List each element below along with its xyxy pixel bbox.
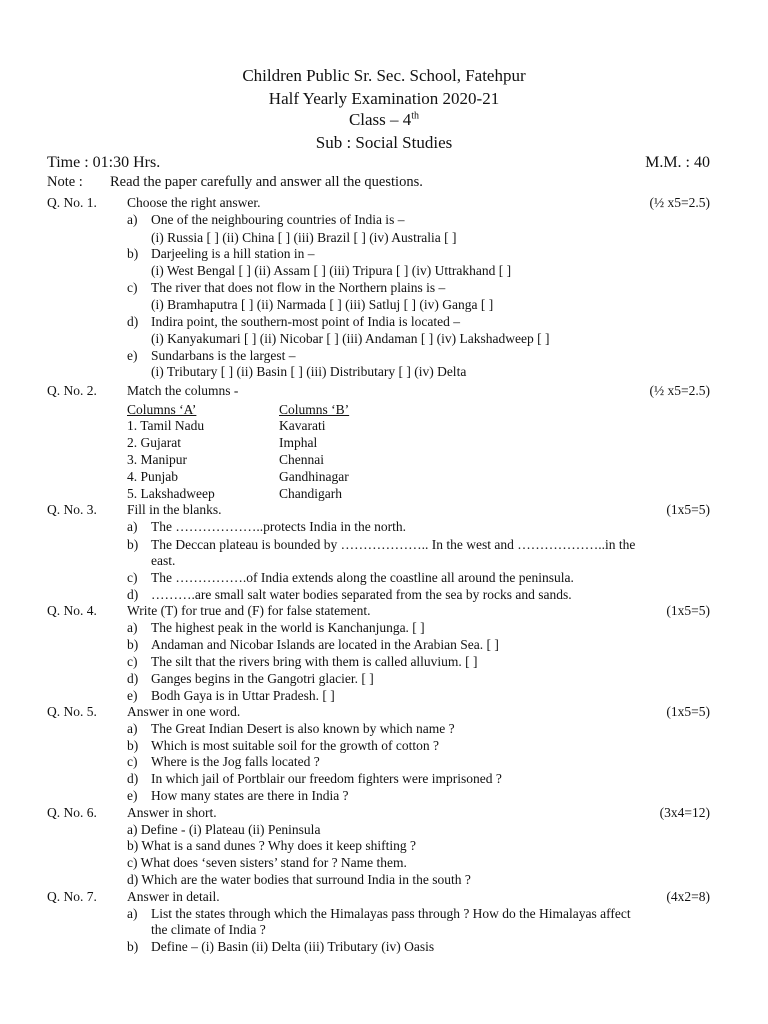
column-a-item: 4. Punjab: [127, 469, 179, 484]
q1c-question: The river that does not flow in the Northern plains is –: [151, 280, 446, 295]
q5-number: Q. No. 5.: [47, 704, 97, 719]
q5a-letter: a): [127, 721, 138, 736]
q7-marks: (4x2=8): [666, 889, 710, 904]
column-a-item: 1. Tamil Nadu: [127, 418, 205, 433]
q1d-letter: d): [127, 314, 139, 329]
q3-text: Fill in the blanks.: [127, 502, 222, 517]
q1a-question: One of the neighbouring countries of India is –: [151, 212, 405, 227]
q3b-letter: b): [127, 537, 139, 552]
q4-marks: (1x5=5): [666, 603, 710, 618]
q3b-continued: east.: [151, 553, 176, 568]
q6d-question: d) Which are the water bodies that surround India in the south ?: [127, 872, 471, 887]
q3d-letter: d): [127, 587, 139, 602]
q4b-statement: Andaman and Nicobar Islands are located in the Arabian Sea. [ ]: [151, 637, 499, 652]
q7a-continued: the climate of India ?: [151, 922, 266, 937]
q4a-letter: a): [127, 620, 138, 635]
q7a-letter: a): [127, 906, 138, 921]
q5d-letter: d): [127, 771, 139, 786]
q2-text: Match the columns -: [127, 383, 239, 398]
q1a-letter: a): [127, 212, 138, 227]
q5b-letter: b): [127, 738, 139, 753]
q6-number: Q. No. 6.: [47, 805, 97, 820]
q6-text: Answer in short.: [127, 805, 217, 820]
q4d-statement: Ganges begins in the Gangotri glacier. [ ]: [151, 671, 374, 686]
q3c-question: The …………….of India extends along the coastline all around the peninsula.: [151, 570, 574, 585]
q4a-statement: The highest peak in the world is Kanchanjunga. [ ]: [151, 620, 425, 635]
q4e-letter: e): [127, 688, 138, 703]
q5e-question: How many states are there in India ?: [151, 788, 349, 803]
q1c-letter: c): [127, 280, 138, 295]
max-marks: M.M. : 40: [645, 154, 710, 171]
column-b-item: Chennai: [279, 452, 324, 467]
q7-number: Q. No. 7.: [47, 889, 97, 904]
column-a-heading: Columns ‘A’: [127, 402, 197, 417]
q1a-options: (i) Russia [ ] (ii) China [ ] (iii) Brazil [ ] (iv) Australia [ ]: [151, 230, 457, 245]
q3a-letter: a): [127, 519, 138, 534]
q1-number: Q. No. 1.: [47, 195, 97, 210]
q4b-letter: b): [127, 637, 139, 652]
q1e-letter: e): [127, 348, 138, 363]
class-suffix: th: [411, 110, 420, 122]
q3d-question: ……….are small salt water bodies separated from the sea by rocks and sands.: [151, 587, 572, 602]
q3-marks: (1x5=5): [666, 502, 710, 517]
column-a-item: 5. Lakshadweep: [127, 486, 215, 501]
column-b-item: Chandigarh: [279, 486, 342, 501]
column-b-item: Kavarati: [279, 418, 326, 433]
column-a-item: 2. Gujarat: [127, 435, 181, 450]
column-b-heading: Columns ‘B’: [279, 402, 350, 417]
column-b-item: Imphal: [279, 435, 318, 450]
q4d-letter: d): [127, 671, 139, 686]
q4c-statement: The silt that the rivers bring with them is called alluvium. [ ]: [151, 654, 478, 669]
q1e-options: (i) Tributary [ ] (ii) Basin [ ] (iii) Distributary [ ] (iv) Delta: [151, 364, 467, 379]
q7-text: Answer in detail.: [127, 889, 220, 904]
q4c-letter: c): [127, 654, 138, 669]
note-text: Read the paper carefully and answer all the questions.: [110, 174, 423, 190]
q6-marks: (3x4=12): [659, 805, 710, 820]
q1-marks: (½ x5=2.5): [649, 195, 710, 210]
school-name: Children Public Sr. Sec. School, Fatehpur: [242, 66, 526, 85]
q4-text: Write (T) for true and (F) for false statement.: [127, 603, 371, 618]
q5a-question: The Great Indian Desert is also known by which name ?: [151, 721, 455, 736]
q5-text: Answer in one word.: [127, 704, 241, 719]
exam-title: Half Yearly Examination 2020-21: [268, 89, 500, 108]
q1b-options: (i) West Bengal [ ] (ii) Assam [ ] (iii) Tripura [ ] (iv) Uttrakhand [ ]: [151, 263, 512, 278]
q3a-question: The ………………..protects India in the north.: [151, 519, 406, 534]
q2-number: Q. No. 2.: [47, 383, 97, 398]
q1-text: Choose the right answer.: [127, 195, 261, 210]
class-title: [0, 110, 768, 130]
class-label: Class – 4: [348, 110, 412, 129]
time-label: Time : 01:30 Hrs.: [47, 154, 161, 171]
q6a-question: a) Define - (i) Plateau (ii) Peninsula: [127, 822, 321, 837]
q1d-question: Indira point, the southern-most point of India is located –: [151, 314, 460, 329]
column-a-item: 3. Manipur: [127, 452, 187, 467]
q7b-letter: b): [127, 939, 139, 954]
subject-title: Sub : Social Studies: [315, 133, 453, 152]
q1b-letter: b): [127, 246, 139, 261]
q2-marks: (½ x5=2.5): [649, 383, 710, 398]
q3b-question: The Deccan plateau is bounded by ……………….. In the west and ………………..in the: [151, 537, 636, 552]
q1b-question: Darjeeling is a hill station in –: [151, 246, 315, 261]
q1d-options: (i) Kanyakumari [ ] (ii) Nicobar [ ] (iii) Andaman [ ] (iv) Lakshadweep [ ]: [151, 331, 550, 346]
q5c-question: Where is the Jog falls located ?: [151, 754, 320, 769]
q3c-letter: c): [127, 570, 138, 585]
q5b-question: Which is most suitable soil for the growth of cotton ?: [151, 738, 439, 753]
q5e-letter: e): [127, 788, 138, 803]
q5c-letter: c): [127, 754, 138, 769]
q1c-options: (i) Bramhaputra [ ] (ii) Narmada [ ] (iii) Satluj [ ] (iv) Ganga [ ]: [151, 297, 494, 312]
q1e-question: Sundarbans is the largest –: [151, 348, 296, 363]
q7b-question: Define – (i) Basin (ii) Delta (iii) Tributary (iv) Oasis: [151, 939, 435, 954]
q4e-statement: Bodh Gaya is in Uttar Pradesh. [ ]: [151, 688, 335, 703]
q5d-question: In which jail of Portblair our freedom fighters were imprisoned ?: [151, 771, 502, 786]
column-b-item: Gandhinagar: [279, 469, 349, 484]
q4-number: Q. No. 4.: [47, 603, 97, 618]
q6b-question: b) What is a sand dunes ? Why does it keep shifting ?: [127, 838, 416, 853]
note-label: Note :: [47, 174, 83, 190]
q3-number: Q. No. 3.: [47, 502, 97, 517]
q5-marks: (1x5=5): [666, 704, 710, 719]
q7a-question: List the states through which the Himalayas pass through ? How do the Himalayas affect: [151, 906, 631, 921]
q6c-question: c) What does ‘seven sisters’ stand for ? Name them.: [127, 855, 407, 870]
